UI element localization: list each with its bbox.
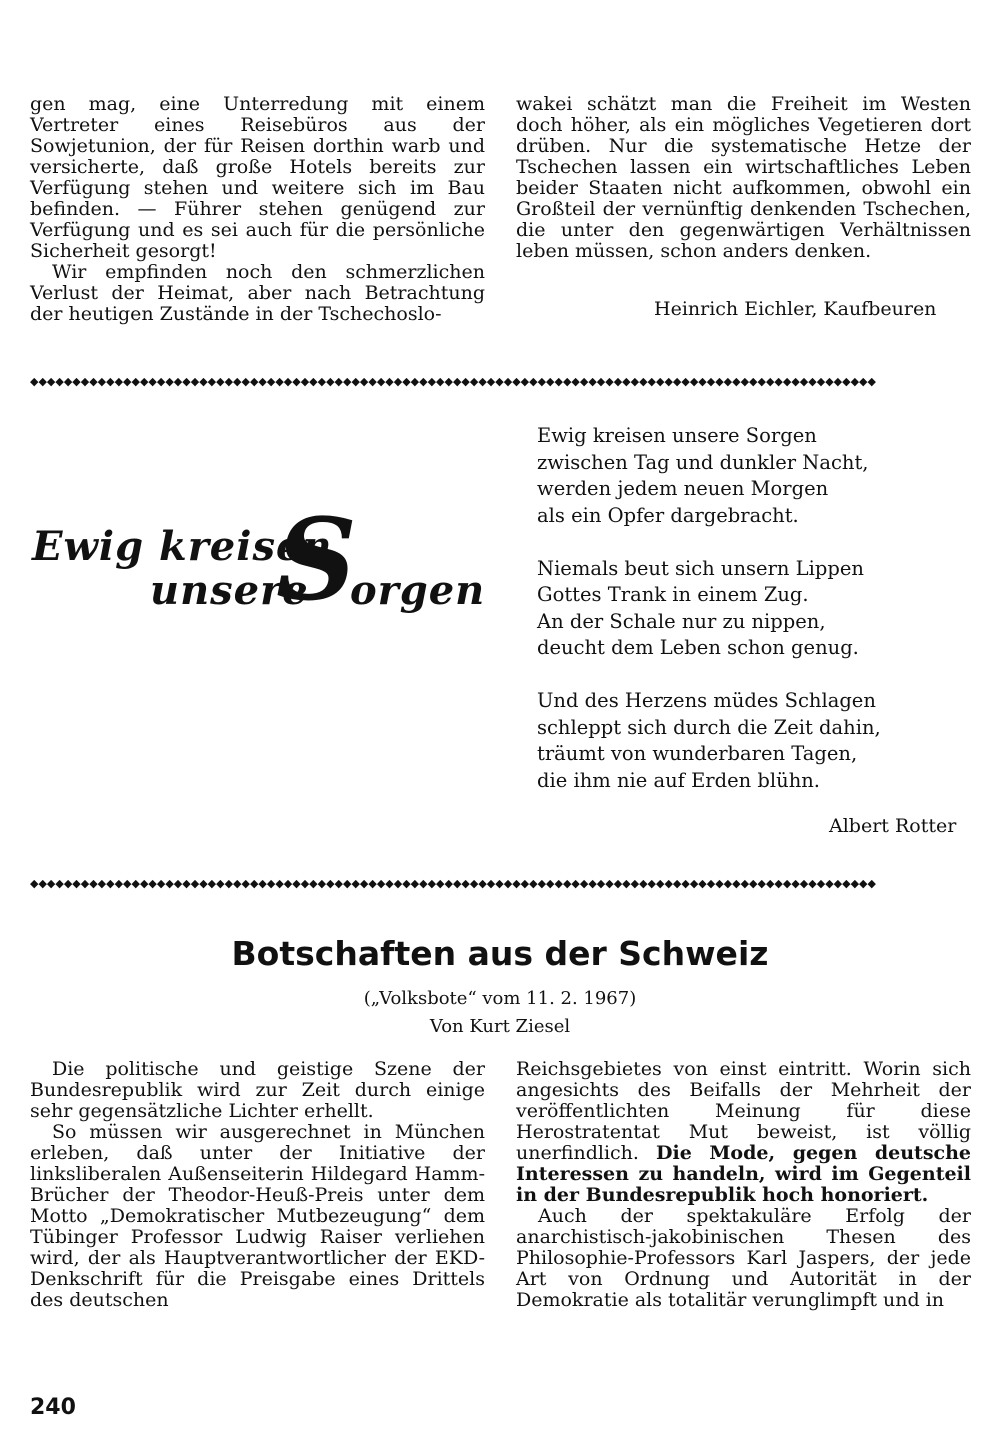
top-article-paragraph-3: wakei schätzt man die Freiheit im Westen doch höher, als ein mögliches Vegetieren dort drüben. Nur die systematische Hetze der Tschechen lassen ein wirtschaftliches Leben beider Staaten nicht aufkommen, obwohl ein Großteil der vernünftig denkenden Tschechen, die unter den gegenwärtigen Verhältnissen leben müssen, schon anders denken. [516, 93, 971, 262]
poem-title [30, 495, 490, 626]
article-paragraph-3 [516, 1059, 971, 1206]
article-emphasis: Die Mode, gegen deutsche Interessen zu handeln, wird im Gegenteil in der Bundesrepublik hoch honoriert. [516, 1142, 972, 1206]
poem-line: schleppt sich durch die Zeit dahin, [537, 715, 881, 739]
poem-line: An der Schale nur zu nippen, [537, 609, 826, 633]
poem-stanza-3 [537, 688, 881, 794]
poem-stanza-2 [537, 556, 881, 662]
poem-title-line-1: Ewig kreisen [32, 523, 333, 570]
article-paragraph-3-text: Reichsgebietes von einst eintritt. Worin sich angesichts des Beifalls der Mehrheit der veröffentlichten Meinung für diese Herostratentat Mut beweist, ist völlig unerfindlich. [516, 1058, 971, 1164]
article-headline: Botschaften aus der Schweiz [231, 934, 769, 973]
top-article-paragraph-2: Wir empfinden noch den schmerzlichen Verlust der Heimat, aber nach Betrachtung der heutigen Zustände in der Tschechoslo- [30, 261, 485, 325]
article-left-column [30, 1059, 485, 1311]
ornamental-divider: ◆◆◆◆◆◆◆◆◆◆◆◆◆◆◆◆◆◆◆◆◆◆◆◆◆◆◆◆◆◆◆◆◆◆◆◆◆◆◆◆◆◆◆◆◆◆◆◆◆◆◆◆◆◆◆◆◆◆◆◆◆◆◆◆◆◆◆◆◆◆◆◆◆◆◆◆◆◆◆◆◆◆◆◆◆◆◆◆◆◆◆◆◆◆◆◆◆◆◆◆ [30, 376, 876, 388]
top-article-signature: Heinrich Eichler, Kaufbeuren [654, 298, 937, 320]
poem-line: als ein Opfer dargebracht. [537, 503, 799, 527]
poem-title-line-2: unsere [150, 567, 309, 614]
poem-line: träumt von wunderbaren Tagen, [537, 742, 858, 765]
poem-line: deucht dem Leben schon genug. [537, 636, 859, 659]
page-number: 240 [30, 1395, 76, 1420]
poem-line: zwischen Tag und dunkler Nacht, [537, 450, 869, 474]
article-source: („Volksbote“ vom 11. 2. 1967) [363, 988, 637, 1009]
top-article-right-column [516, 94, 971, 262]
poem-line: die ihm nie auf Erden blühn. [537, 768, 821, 792]
article-byline: Von Kurt Ziesel [429, 1016, 571, 1037]
article-right-column [516, 1059, 971, 1311]
poem-title-initial: S [276, 495, 357, 626]
poem-stanza-1 [537, 423, 881, 529]
poem-line: Ewig kreisen unsere Sorgen [537, 424, 817, 447]
poem-line: werden jedem neuen Morgen [537, 477, 829, 500]
ornamental-divider: ◆◆◆◆◆◆◆◆◆◆◆◆◆◆◆◆◆◆◆◆◆◆◆◆◆◆◆◆◆◆◆◆◆◆◆◆◆◆◆◆◆◆◆◆◆◆◆◆◆◆◆◆◆◆◆◆◆◆◆◆◆◆◆◆◆◆◆◆◆◆◆◆◆◆◆◆◆◆◆◆◆◆◆◆◆◆◆◆◆◆◆◆◆◆◆◆◆◆◆◆ [30, 878, 876, 890]
poem-title-rest: orgen [350, 567, 486, 614]
poem-line: Gottes Trank in einem Zug. [537, 583, 809, 606]
poem-author: Albert Rotter [829, 815, 957, 837]
top-article-paragraph-1: gen mag, eine Unterredung mit einem Vertreter eines Reisebüros aus der Sowjetunion, der für Reisen dorthin warb und versicherte, daß große Hotels bereits zur Verfügung stehen und weitere sich im Bau befinden. — Führer stehen genügend zur Verfügung und es sei auch für die persönliche Sicherheit gesorgt! [30, 93, 485, 262]
article-paragraph-2: So müssen wir ausgerechnet in München erleben, daß unter der Initiative der linksliberalen Außenseiterin Hildegard Hamm-Brücher der Theodor-Heuß-Preis unter dem Motto „Demokratischer Mutbezeugung“ dem Tübinger Professor Ludwig Raiser verliehen wird, der als Hauptverantwortlicher der EKD-Denkschrift für die Preisgabe eines Drittels des deutschen [30, 1121, 485, 1311]
poem-text [537, 423, 881, 794]
article-paragraph-1: Die politische und geistige Szene der Bundesrepublik wird zur Zeit durch einige sehr gegensätzliche Lichter erhellt. [30, 1058, 485, 1122]
article-paragraph-4: Auch der spektakuläre Erfolg der anarchistisch-jakobinischen Thesen des Philosophie-Professors Karl Jaspers, der jede Art von Ordnung und Autorität in der Demokratie als totalitär verunglimpft und in [516, 1205, 971, 1311]
poem-line: Niemals beut sich unsern Lippen [537, 556, 864, 580]
poem-line: Und des Herzens müdes Schlagen [537, 689, 876, 712]
top-article-left-column [30, 94, 485, 325]
